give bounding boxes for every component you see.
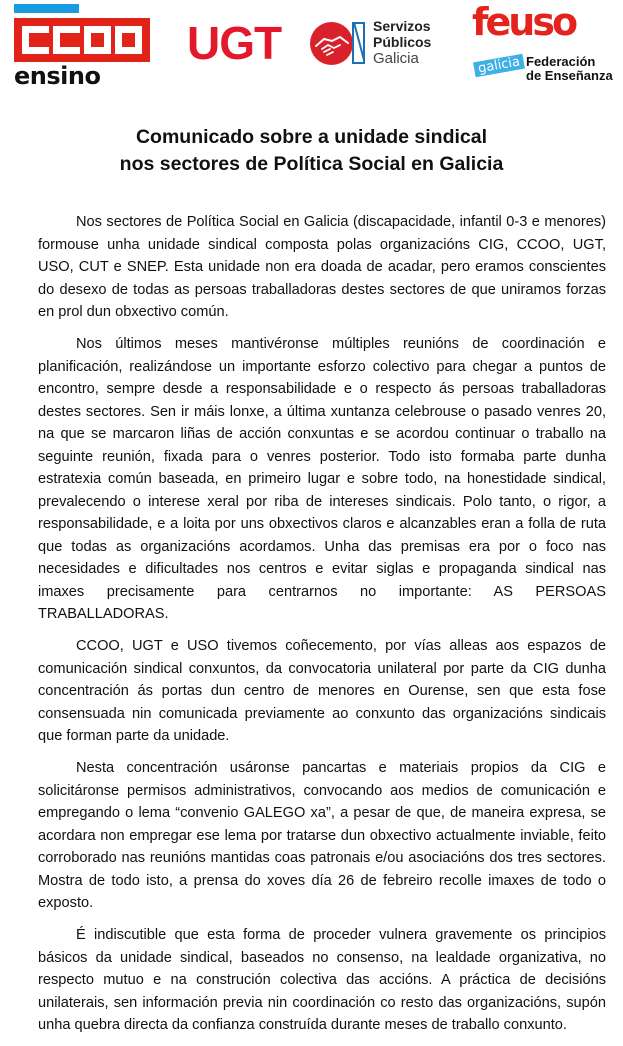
servizos-publicos-line3: Galicia xyxy=(373,50,419,67)
servizos-publicos-line1: Servizos xyxy=(373,18,431,34)
paragraph: É indiscutible que esta forma de proceder vulnera gravemente os principios básicos da unidade sindical, baseados no consenso, na lealdade organizativa, no respecto mutuo e na construción colectiva das accións. A práctica de decisións unilaterais, sen información previa nin coordinación co resto das organizacións, supón unha quebra directa da confianza construída durante meses de traballo conxunto. xyxy=(38,927,606,1033)
ccoo-blue-bar xyxy=(14,4,79,13)
document-title xyxy=(0,124,623,178)
title-line: Comunicado sobre a unidade sindical xyxy=(135,126,488,148)
paragraph: Nos sectores de Política Social en Galicia (discapacidade, infantil 0-3 e menores) formouse unha unidade sindical composta polas organizacións CIG, CCOO, UGT, USO, CUT e SNEP. Esta unidade non era doada de acadar, pero eramos conscientes do desexo de todas as persoas traballadoras destes sectores de que uniramos forzas en prol dun obxectivo común. xyxy=(38,214,606,320)
paragraph: CCOO, UGT e USO tivemos coñecemento, por vías alleas aos espazos de comunicación sindical conxuntos, da convocatoria unilateral por parte da CIG dunha concentración ás portas dun centro de menores en Ourense, sen que esta fose consensuada nin comunicada previamente ao conxunto das organizacións sindicais que forman parte da unidade. xyxy=(38,638,606,744)
title-line: nos sectores de Política Social en Galicia xyxy=(119,153,504,175)
paragraph: Nos últimos meses mantivéronse múltiples reunións de coordinación e planificación, realizándose un importante esforzo colectivo para chegar a puntos de encontro, sempre desde a responsabilidade e o respecto ás persoas traballadoras destes sectores. Sen ir máis lonxe, a última xuntanza celebrouse o pasado venres 20, na que se marcaron liñas de acción conxuntas e se acordou continuar o traballo na seguinte reunión, fixada para o venres posterior. Todo isto formaba parte dunha estratexia común baseada, en primeiro lugar e sobre todo, na honestidade sindical, prevalecendo o interese xeral por riba de intereses sindicais. Polo tanto, o rigor, a responsabilidade, e a loita por uns obxectivos claros e alcanzables eran a folla de ruta que todas as organizacións acordamos. Unha das premisas era por o foco nas necesidades e dificultades nos centros e evitar siglas e propaganda sindical nas imaxes precisamente para centrarnos no importante: AS PERSOAS TRABALLADORAS. xyxy=(38,336,606,622)
ccoo-letter-c xyxy=(53,26,80,54)
feuso-federacion-line1: Federación xyxy=(526,54,596,69)
ugt-wordmark: UGT xyxy=(187,17,282,69)
ccoo-red-box xyxy=(14,18,150,62)
ccoo-wordmark-glyphs xyxy=(22,26,142,54)
servizos-publicos-line2: Públicos xyxy=(373,34,432,50)
feuso-federacion-line2: de Enseñanza xyxy=(526,68,613,83)
ccoo-letter-c xyxy=(22,26,49,54)
galicia-flag-icon xyxy=(352,22,365,64)
document-body xyxy=(38,211,606,1046)
ccoo-ensino-logo xyxy=(14,4,152,92)
paragraph: Nesta concentración usáronse pancartas e materiais propios da CIG e solicitáronse permisos administrativos, convocando aos medios de comunicación e empregando o lema “convenio GALEGO xa”, a pesar de que, de maneira expresa, se acordara non empregar ese lema por tratarse dun obxectivo actualmente inviable, feito corroborado nas reunións mantidas coas patronais e/ou asociacións dos tres sectores. Mostra de todo isto, a prensa do xoves día 26 de febreiro recolle imaxes de todo o exposto. xyxy=(38,760,606,911)
ccoo-letter-o xyxy=(84,26,111,54)
handshake-icon xyxy=(310,22,353,65)
ccoo-ensino-label: ensino xyxy=(14,62,101,90)
logo-header xyxy=(0,0,623,100)
feuso-wordmark: feuso xyxy=(472,0,576,44)
feuso-galicia-tag: galicia xyxy=(473,54,525,77)
ccoo-letter-o xyxy=(115,26,142,54)
feuso-galicia-logo xyxy=(472,0,613,86)
